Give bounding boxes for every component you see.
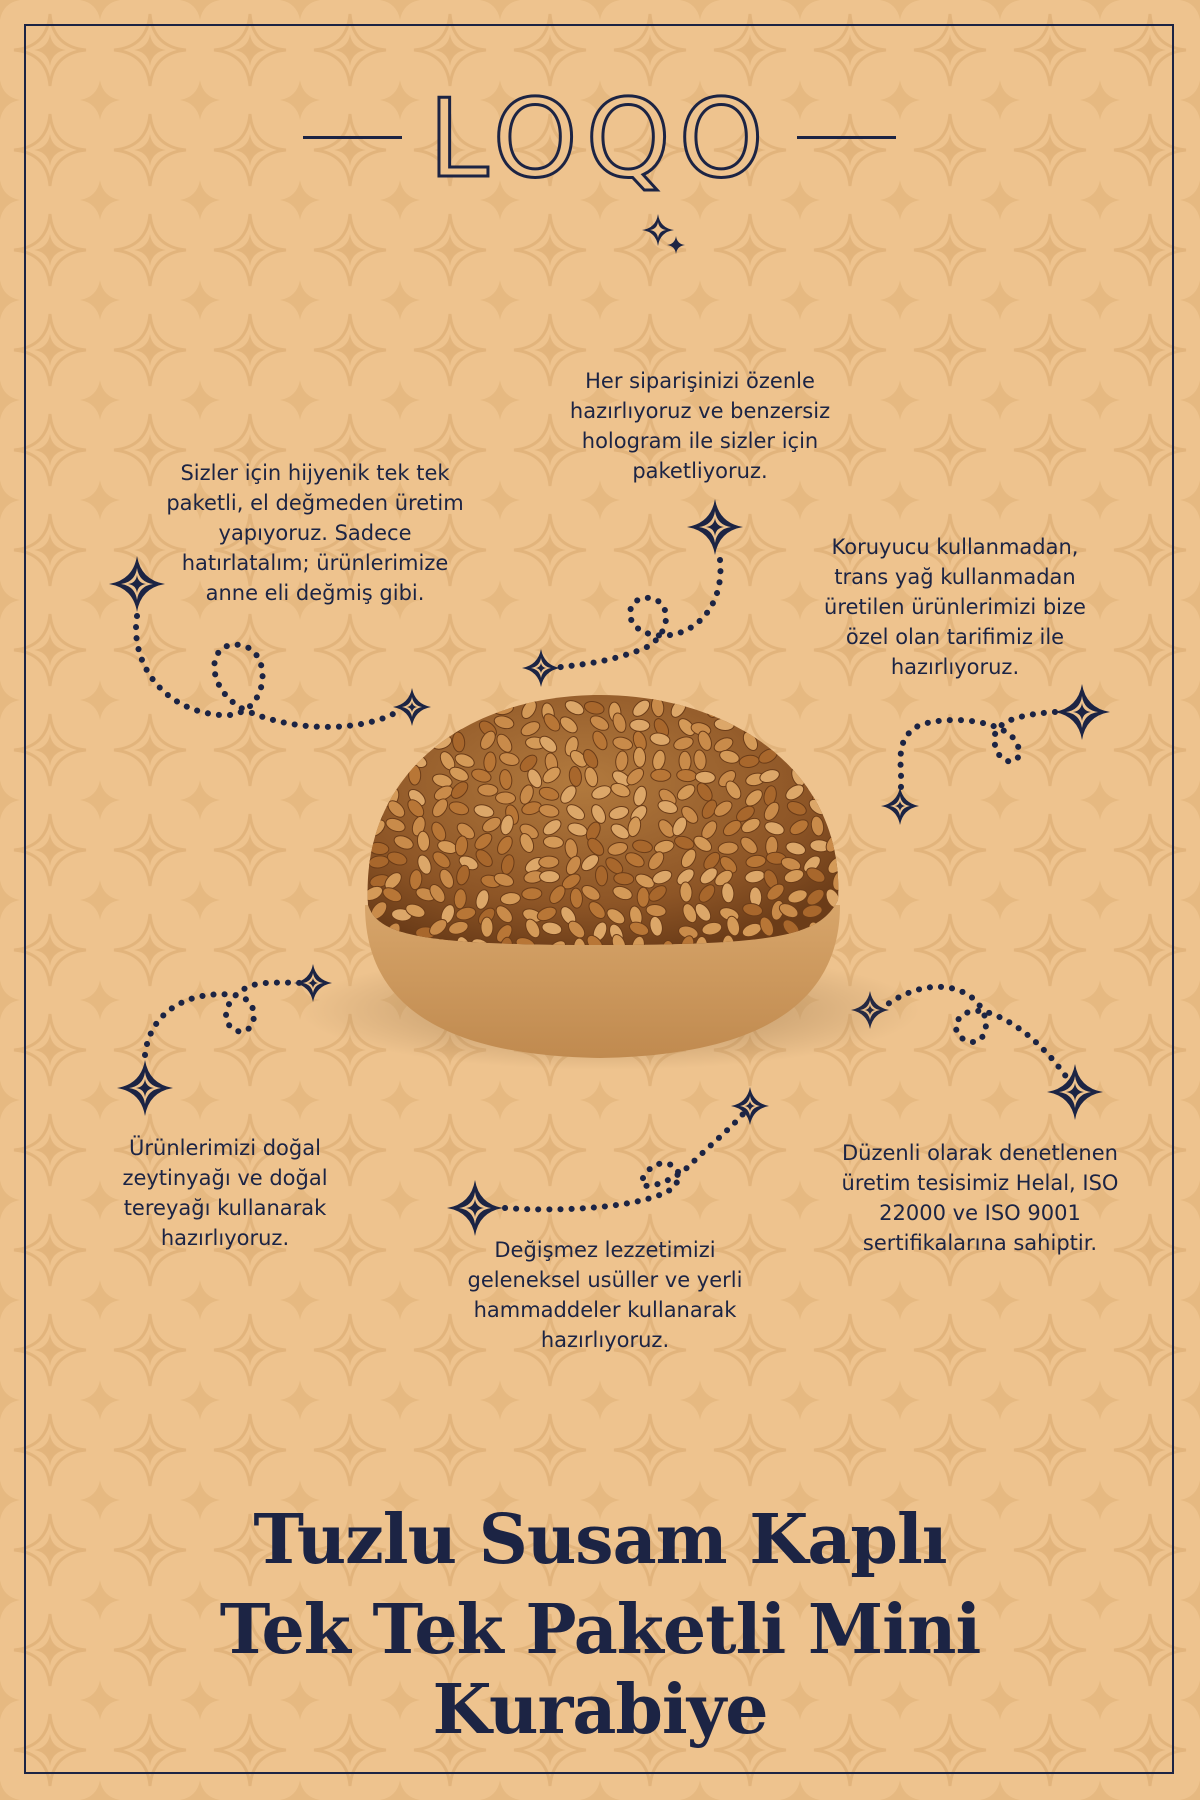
sesame-seed — [742, 714, 756, 735]
feature-text-no-preservatives: Koruyucu kullanmadan, trans yağ kullanmadan üretilen ürünlerimizi bize özel olan tarifimiz ile hazırlıyoruz. — [824, 535, 1086, 679]
product-title-line2: Tek Tek Paketli Mini Kurabiye — [219, 1590, 981, 1750]
sesame-seed — [679, 751, 692, 771]
sesame-seed — [539, 870, 559, 882]
sesame-seed — [736, 696, 759, 719]
sesame-seed — [789, 735, 807, 758]
sesame-seed — [471, 698, 493, 714]
sesame-seed — [391, 750, 414, 772]
sesame-seed — [386, 701, 408, 717]
sesame-seed — [801, 747, 819, 770]
sesame-seed — [411, 731, 434, 754]
product-title-line1: Tuzlu Susam Kaplı — [253, 1500, 947, 1580]
sesame-seed — [785, 717, 808, 734]
sesame-seed — [825, 770, 848, 787]
sesame-seed — [410, 697, 432, 720]
sesame-seed — [368, 780, 381, 801]
sesame-seed — [720, 701, 735, 723]
sesame-seed — [825, 734, 842, 757]
sesame-seed — [363, 723, 383, 735]
sesame-seed — [364, 700, 387, 718]
feature-text-hologram: Her siparişinizi özenle hazırlıyoruz ve benzersiz hologram ile sizler için paketliyoruz. — [569, 369, 831, 483]
feature-text-natural-oils: Ürünlerimizi doğal zeytinyağı ve doğal tereyağı kullanarak hazırlıyoruz. — [122, 1136, 328, 1250]
sesame-seed — [458, 695, 474, 717]
sesame-seed — [758, 701, 781, 720]
sesame-seed — [824, 696, 845, 719]
sesame-seed — [829, 747, 850, 770]
sesame-seed — [822, 790, 842, 803]
sesame-seed — [363, 747, 384, 770]
feature-text-traditional: Değişmez lezzetimizi geleneksel usüller ve yerli hammaddeler kullanarak hazırlıyoruz. — [467, 1238, 743, 1352]
feature-text-hygiene: Sizler için hijyenik tek tek paketli, el değmeden üretim yapıyoruz. Sadece hatırlatalım; ürünlerimize anne eli değmiş gibi. — [166, 461, 464, 605]
sesame-seed — [367, 735, 386, 758]
sesame-seed — [804, 721, 827, 739]
sesame-seed — [788, 701, 811, 724]
sesame-seed — [539, 856, 559, 869]
sesame-seed — [387, 733, 408, 747]
sesame-seed — [651, 769, 671, 781]
sesame-seed — [825, 798, 841, 820]
sesame-seed — [367, 762, 388, 785]
sesame-seed — [426, 719, 449, 737]
sesame-seed — [637, 887, 649, 907]
sesame-seed — [409, 765, 421, 785]
sesame-seed — [761, 716, 784, 735]
sesame-seed — [806, 694, 827, 717]
sesame-seed — [630, 719, 650, 732]
sesame-seed — [381, 766, 404, 785]
sesame-seed — [826, 717, 849, 739]
sesame-seed — [388, 717, 411, 734]
sesame-seed — [481, 917, 493, 937]
sesame-seed — [438, 696, 450, 716]
brand-name: LOQO — [428, 77, 772, 202]
feature-text-certified: Düzenli olarak denetlenen üretim tesisimiz Helal, ISO 22000 ve ISO 9001 sertifikalarına sahiptir. — [841, 1141, 1119, 1255]
sesame-seed — [411, 718, 428, 741]
sesame-seed — [808, 734, 831, 751]
sesame-seed — [831, 817, 845, 838]
